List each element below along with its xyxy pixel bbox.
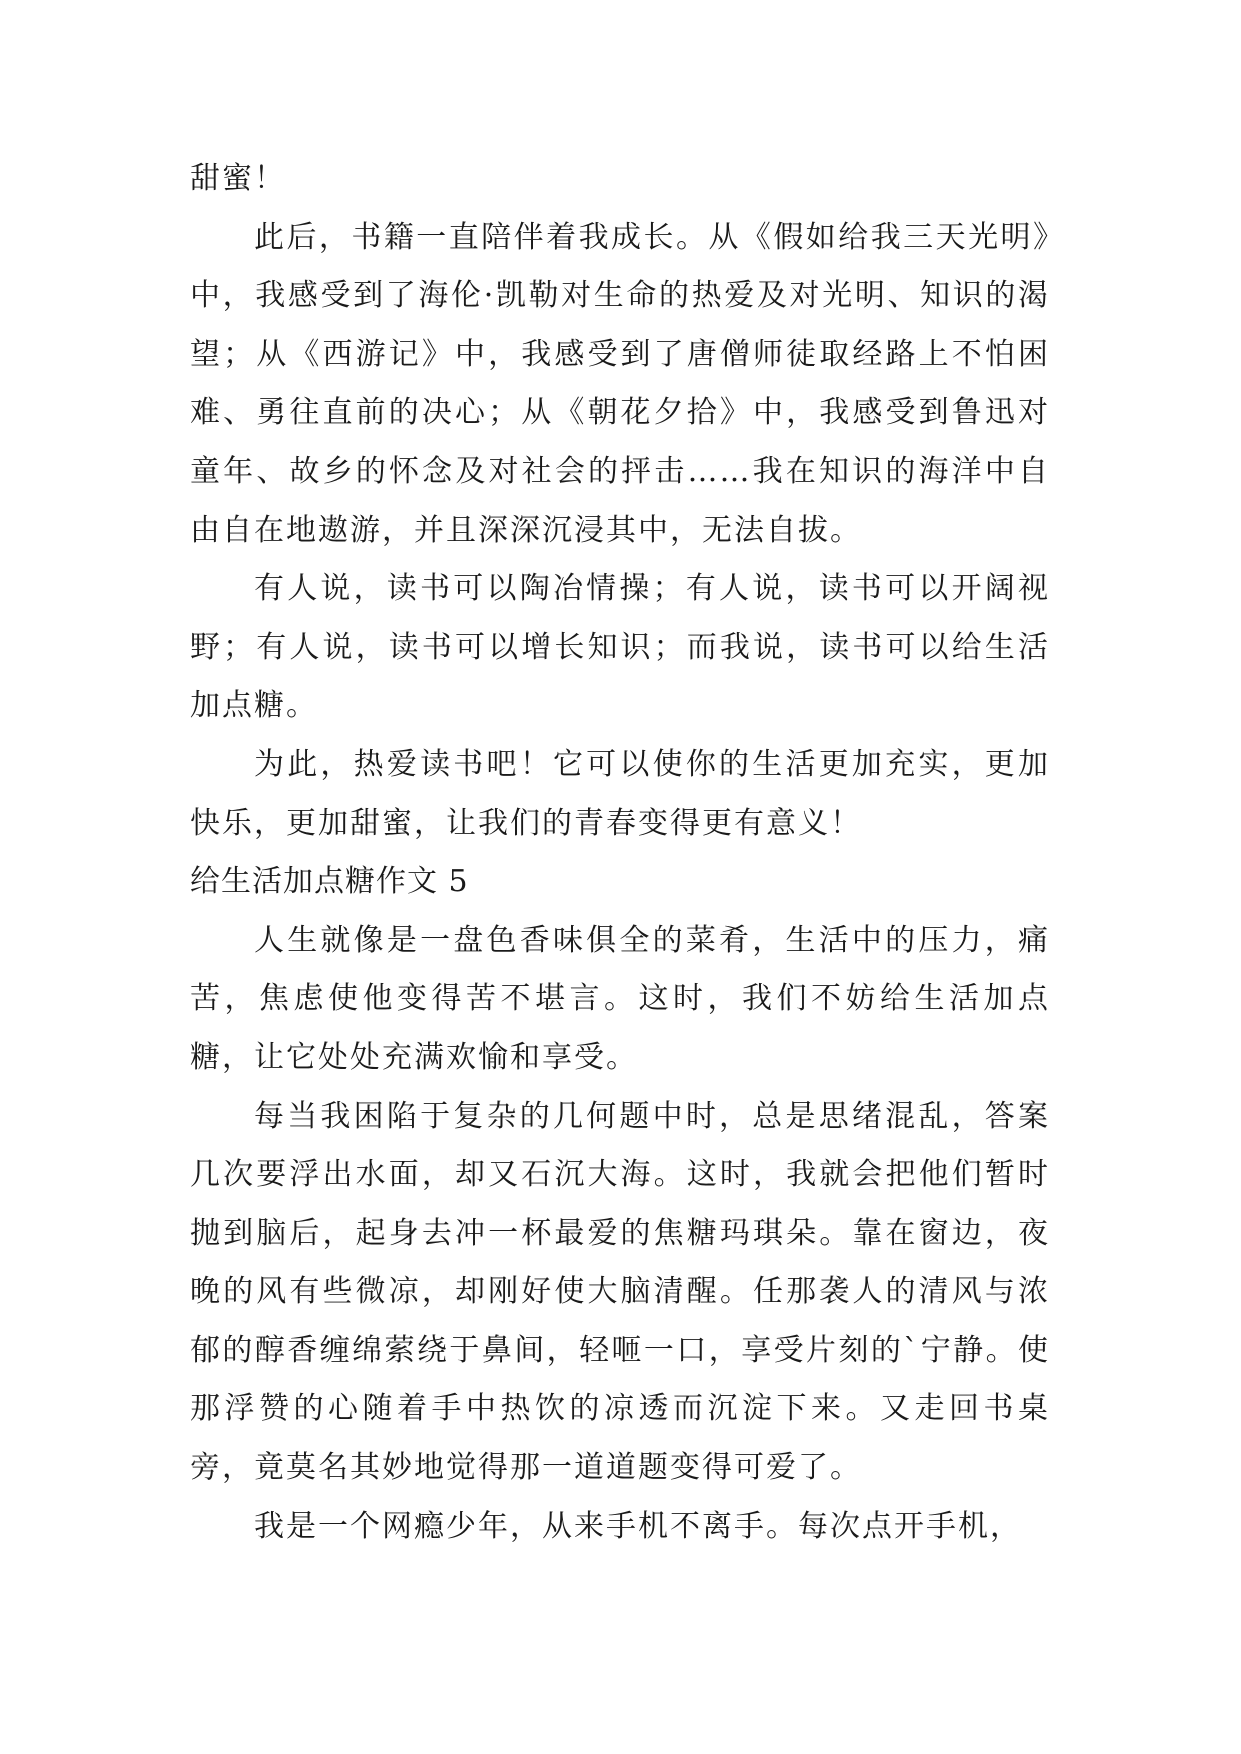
paragraph: 有人说，读书可以陶冶情操；有人说，读书可以开阔视野；有人说，读书可以增长知识；而我说，读书可以给生活加点糖。 bbox=[190, 571, 1050, 724]
essay-heading: 给生活加点糖作文 5 bbox=[190, 864, 469, 900]
paragraph: 每当我困陷于复杂的几何题中时，总是思绪混乱，答案几次要浮出水面，却又石沉大海。这时，我就会把他们暂时抛到脑后，起身去冲一杯最爱的焦糖玛琪朵。靠在窗边，夜晚的风有些微凉，却刚好使大脑清醒。任那袭人的清风与浓郁的醇香缠绵萦绕于鼻间，轻咂一口，享受片刻的`宁静。使那浮赞的心随着手中热饮的凉透而沉淀下来。又走回书桌旁，竟莫名其妙地觉得那一道道题变得可爱了。 bbox=[190, 1098, 1050, 1486]
paragraph: 我是一个网瘾少年，从来手机不离手。每次点开手机， bbox=[254, 1508, 1022, 1544]
paragraph: 此后，书籍一直陪伴着我成长。从《假如给我三天光明》中，我感受到了海伦·凯勒对生命的热爱及对光明、知识的渴望；从《西游记》中，我感受到了唐僧师徒取经路上不怕困难、勇往直前的决心；从《朝花夕拾》中，我感受到鲁迅对童年、故乡的怀念及对社会的抨击……我在知识的海洋中自由自在地遨游，并且深深沉浸其中，无法自拔。 bbox=[190, 219, 1050, 548]
paragraph-continuation: 甜蜜！ bbox=[190, 161, 286, 196]
paragraph: 人生就像是一盘色香味俱全的菜肴，生活中的压力，痛苦，焦虑使他变得苦不堪言。这时，我们不妨给生活加点糖，让它处处充满欢愉和享受。 bbox=[190, 922, 1050, 1075]
paragraph: 为此，热爱读书吧！它可以使你的生活更加充实，更加快乐，更加甜蜜，让我们的青春变得更有意义！ bbox=[190, 746, 1050, 841]
essay-body bbox=[190, 150, 1050, 1556]
